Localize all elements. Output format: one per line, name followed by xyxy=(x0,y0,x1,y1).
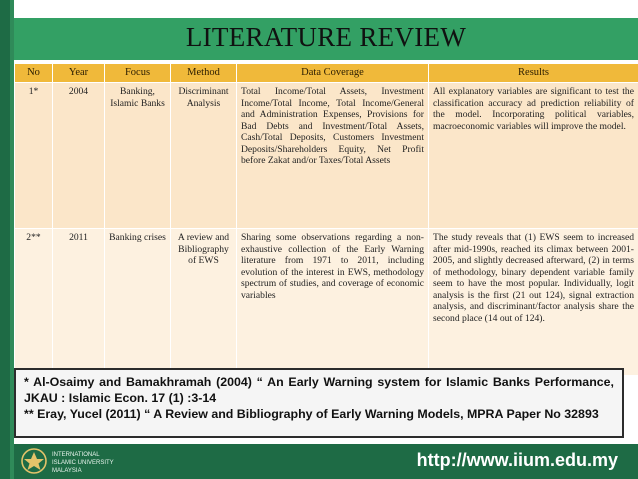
footer-url-link[interactable]: http://www.iium.edu.my xyxy=(416,450,618,470)
cell-results: All explanatory variables are significant to test the classification accuracy ad prediction reliability of the model. Incorporating political variables, macroeconomic variables will improve the model. xyxy=(429,83,638,229)
cell-results: The study reveals that (1) EWS seem to increased after mid-1990s, reached its climax between 2001-2005, and slightly decreased afterward, (2) in terms of methodology, binary dependent variable family seem to have the most popular. Individually, logit analysis is the first (21 out 124), signal extraction analysis, and discriminant/factor analysis share the second place (14 out of 124). xyxy=(429,229,638,376)
header-year: Year xyxy=(53,64,105,83)
logo-text: INTERNATIONAL ISLAMIC UNIVERSITY MALAYSIA xyxy=(52,452,114,474)
university-logo-icon xyxy=(20,447,48,475)
table-header-row xyxy=(15,64,638,83)
cell-year: 2004 xyxy=(53,83,105,229)
table-row xyxy=(15,229,638,376)
header-results: Results xyxy=(429,64,638,83)
header-focus: Focus xyxy=(105,64,171,83)
reference-1: * Al-Osaimy and Bamakhramah (2004) “ An Early Warning system for Islamic Banks Performance, JKAU : Islamic Econ. 17 (1) :3-14 xyxy=(24,375,614,405)
cell-no: 2** xyxy=(15,229,53,376)
table-row xyxy=(15,83,638,229)
references-box xyxy=(14,368,624,438)
cell-focus: Banking crises xyxy=(105,229,171,376)
cell-year: 2011 xyxy=(53,229,105,376)
cell-data-coverage: Total Income/Total Assets, Investment Income/Total Income, Total Income/General and Administration Expenses, Provisions for Bad Debts and Investment/Total Assets, Cash/Total Deposits, Customers Investment Deposits/Shareholders Equity, Net Profit before Zakat and/or Taxes/Total Assets xyxy=(237,83,429,229)
cell-focus: Banking, Islamic Banks xyxy=(105,83,171,229)
cell-data-coverage: Sharing some observations regarding a non-exhaustive collection of the Early Warning literature from 1971 to 2011, including evolution of the interest in EWS, methodology spectrum of studies, and coverage of economic variables xyxy=(237,229,429,376)
cell-no: 1* xyxy=(15,83,53,229)
reference-2: ** Eray, Yucel (2011) “ A Review and Bibliography of Early Warning Models, MPRA Paper No 32893 xyxy=(24,407,599,421)
literature-table xyxy=(14,63,638,376)
header-data-coverage: Data Coverage xyxy=(237,64,429,83)
header-method: Method xyxy=(171,64,237,83)
cell-method: Discriminant Analysis xyxy=(171,83,237,229)
header-no: No xyxy=(15,64,53,83)
cell-method: A review and Bibliography of EWS xyxy=(171,229,237,376)
slide-title: LITERATURE REVIEW xyxy=(185,22,467,52)
